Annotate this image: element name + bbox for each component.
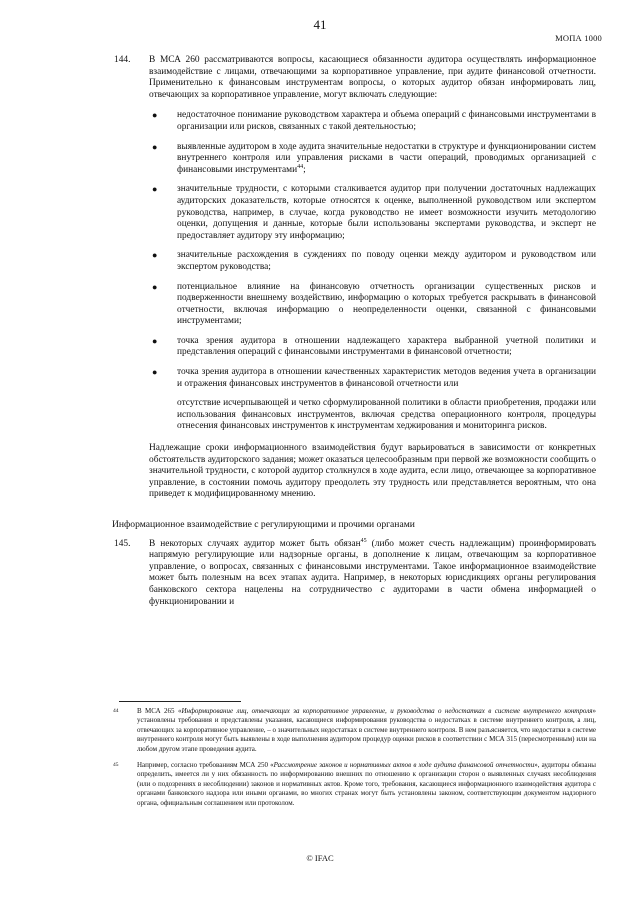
list-item — [152, 184, 596, 242]
list-item-text: точка зрения аудитора в отношении надлежащего характера выбранной учетной политики и представления операций с финансовыми инструментами в финансовой отчетности; — [177, 335, 596, 358]
bullet-icon: ● — [152, 184, 158, 195]
footnote-prefix: В МСА 265 « — [137, 707, 182, 715]
bullet-list — [119, 110, 596, 390]
list-item — [152, 281, 596, 328]
bullet-icon: ● — [152, 335, 158, 346]
footnotes — [113, 707, 597, 815]
sub-paragraph: отсутствие исчерпывающей и четко сформулированной политики в области приобретения, продажи или использования финансовых инструментов, включая средства операционного контроля, процедуры отнесения финансовых инструментов к инструментам хеджирования и мониторинга рисков. — [177, 398, 596, 432]
paragraph-intro: В МСА 260 рассматриваются вопросы, касающиеся обязанности аудитора осуществлять информационное взаимодействие с лицами, отвечающими за корпоративное управление, при аудите финансовой отчетности. Применительно к финансовым инструментам вопросы, о которых аудитор обязан информировать лиц, отвечающих за корпоративное управление, могут включать следующие: — [149, 55, 596, 100]
footnote-number: 45 — [113, 762, 119, 769]
list-item — [152, 250, 596, 273]
footnote-suffix: », аудиторы обязаны определить, имеется ли у них обязанность по информированию внешних по отношению к организации сторон о выявленных случаях несоблюдения (или о подозрениях в несоблюдении) законов и нормативных актов. Кроме того, требования, касающиеся информационного взаимодействия аудитора с органами банковского надзора или иными органами, во многих странах могут быть установлены законом, соответствующим документом надзорного органа, официальным соглашением или протоколом. — [137, 761, 596, 807]
main-body — [112, 55, 596, 617]
bullet-icon: ● — [152, 250, 158, 261]
page-number: 41 — [313, 17, 327, 32]
footnote — [113, 707, 597, 754]
bullet-icon: ● — [152, 110, 158, 121]
footnote-ref[interactable]: 45 — [360, 537, 367, 544]
paragraph-number: 144. — [114, 55, 131, 65]
footnote-divider — [119, 701, 241, 702]
list-item-text: значительные расхождения в суждениях по поводу оценки между аудитором и руководством или экспертом руководства; — [177, 250, 596, 272]
bullet-icon: ● — [152, 367, 158, 378]
footnote-ref[interactable]: 44 — [297, 163, 304, 170]
footnote-text — [137, 761, 596, 807]
footnote — [113, 761, 596, 808]
bullet-icon: ● — [152, 141, 158, 152]
list-item — [152, 110, 596, 133]
paragraph-text-start: В некоторых случаях аудитор может быть обязан — [149, 538, 361, 549]
footnote-title: Информирование лиц, отвечающих за корпоративное управление, и руководства о недостатках в системе внутреннего контроля — [181, 707, 593, 715]
list-item — [152, 335, 596, 359]
bullet-icon: ● — [152, 281, 158, 292]
footnote-text — [137, 707, 596, 753]
list-item-text: потенциальное влияние на финансовую отчетность организации существенных рисков и подверженности внешнему воздействию, информацию о которых требуется раскрывать в финансовой отчетности, включая информацию о неопределенности оценки, связанной с финансовыми инструментами; — [177, 281, 596, 327]
list-item-text: значительные трудности, с которыми сталкивается аудитор при получении достаточных надлежащих аудиторских доказательств, которые относятся к оценке, выполненной руководством или экспертом руководства, например, в случае, когда руководство не имеет возможности изучить методологию оценки, допущения и данные, которые были использованы экспертами руководства, и эксперт не предоставляет аудитору эту информацию; — [177, 184, 596, 241]
footnote-number: 44 — [113, 708, 119, 714]
paragraph-144 — [114, 55, 596, 433]
section-heading: Информационное взаимодействие с регулирующими и прочими органами — [112, 519, 415, 530]
list-item — [152, 141, 596, 177]
list-item-text: выявленные аудитором в ходе аудита значительные недостатки в структуре и функционировании систем внутреннего контроля или управления рисками в части операций, проводимых организацией с финансовыми инструментами — [177, 141, 596, 175]
paragraph-text — [149, 539, 596, 609]
paragraph-text-rest: (либо может счесть надлежащим) проинформировать напрямую регулирующие или надзорные органы, в дополнение к лицам, отвечающим за корпоративное управление, о вопросах, связанных с финансовыми инструментами. Такое информационное взаимодействие может быть полезным на всех этапах аудита. Например, в некоторых юрисдикциях органы регулирования банковского сектора нацелены на сотрудничество с аудиторами в части обмена информацией о функционировании и — [149, 538, 596, 607]
paragraph-145 — [114, 537, 596, 609]
paragraph-number: 145. — [114, 538, 131, 549]
list-item-text: точка зрения аудитора в отношении качественных характеристик методов ведения учета в организации и отражения финансовых инструментов в финансовой отчетности или — [177, 367, 596, 389]
list-item-tail: ; — [303, 164, 306, 175]
footnote-suffix: » установлены требования и представлены указания, касающиеся информирования руководства о недостатках в системе внутреннего контроля, а лиц, отвечающих за корпоративное управление, – о значительных недостатках в системе внутреннего контроля. В нем разъясняется, что недостатки в системе внутреннего контроля могут быть выявлены в ходе выполнения аудитором процедур оценки рисков в соответствии с МСА 315 (пересмотренным) или на любом другом этапе проведения аудита. — [137, 707, 597, 753]
list-item-text: недостаточное понимание руководством характера и объема операций с финансовыми инструментами в организации или рисков, связанных с такой деятельностью; — [177, 110, 596, 132]
list-item — [152, 367, 596, 390]
closing-paragraph: Надлежащие сроки информационного взаимодействия будут варьироваться в зависимости от конкретных обстоятельств аудиторского задания; может оказаться целесообразным при первой же возможности сообщить о значительной трудности, с которой аудитор столкнулся в ходе аудита, если лицо, отвечающее за корпоративное управление, в состоянии помочь аудитору преодолеть эту трудность или представляется вероятным, что она приведет к модифицированному мнению. — [149, 443, 596, 500]
document-code: МОПА 1000 — [555, 33, 602, 43]
footnote-title: Рассмотрение законов и нормативных актов в ходе аудита финансовой отчетности — [273, 761, 535, 770]
copyright: © IFAC — [306, 853, 334, 863]
footnote-prefix: Например, согласно требованиям МСА 250 « — [137, 761, 274, 770]
